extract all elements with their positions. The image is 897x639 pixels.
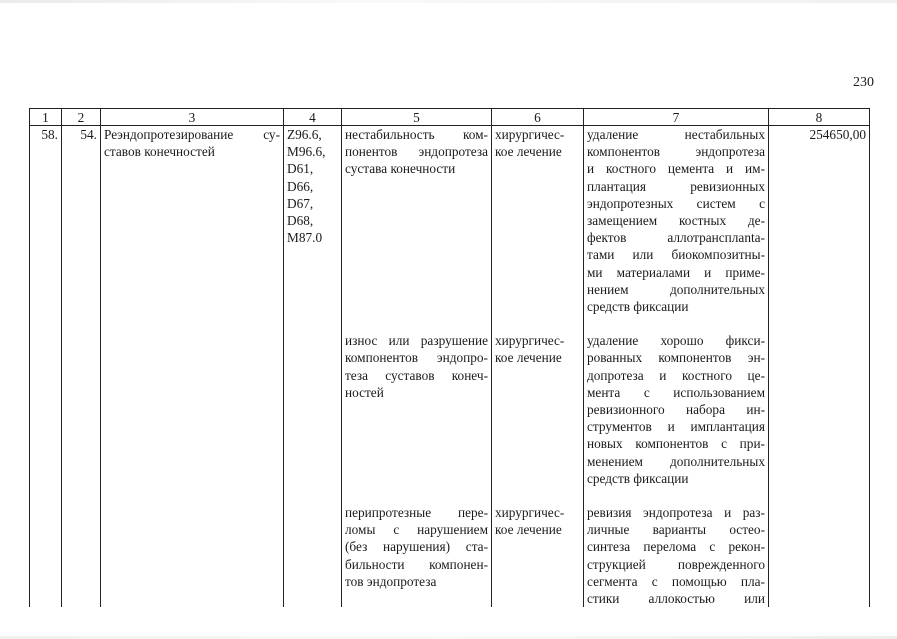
diagnosis-line: теза суставов конеч-: [345, 367, 488, 383]
service-name-cell: [101, 126, 284, 608]
method-line: ми материалами и приме-: [587, 264, 765, 280]
group-number-cell: 54.: [62, 126, 101, 608]
cost-cell: 254650,00: [769, 126, 870, 608]
method-line: эндопротезных систем с: [587, 195, 765, 211]
icd-code: D66,: [287, 178, 314, 194]
method-line: замещением костных де-: [587, 213, 765, 229]
method-line: струкцией поврежденного: [587, 556, 765, 572]
treatment-type-line: хирургичес-: [495, 505, 565, 521]
method-line: и костного цемента и им-: [587, 161, 765, 177]
diagnosis-line: (без нарушения) ста-: [345, 539, 488, 555]
method-line: ревизия эндопротеза и раз-: [587, 505, 765, 521]
header-cell-2: 2: [62, 109, 101, 126]
icd-code: D61,: [287, 161, 314, 177]
table-row: [30, 126, 870, 316]
method-line: плантация ревизионных: [587, 178, 765, 194]
treatment-type-cell: [492, 332, 584, 487]
service-name-line: Реэндопротезирование су-: [104, 127, 280, 142]
method-line: средств фиксации: [587, 470, 689, 486]
diagnosis-line: перипротезные пере-: [345, 505, 488, 521]
diagnosis-line: компонентов эндопро-: [345, 350, 488, 366]
header-cell-4: 4: [284, 109, 342, 126]
method-cell: [584, 504, 769, 607]
treatment-type-line: хирургичес-: [495, 333, 565, 349]
diagnosis-cell: [342, 126, 492, 316]
treatment-type-line: кое лечение: [495, 522, 562, 538]
icd-code: M96.6,: [287, 144, 326, 160]
treatment-type-line: кое лечение: [495, 350, 562, 366]
diagnosis-cell: [342, 332, 492, 487]
diagnosis-cell: [342, 504, 492, 607]
method-line: ревизионного набора ин-: [587, 402, 765, 418]
method-line: допротеза и костного це-: [587, 367, 765, 383]
diagnosis-line: понентов эндопротеза: [345, 144, 488, 160]
service-name-line: ставов конечностей: [104, 144, 215, 160]
diagnosis-line: ломы с нарушением: [345, 522, 488, 538]
method-line: удаление нестабильных: [587, 127, 765, 142]
method-line: средств фиксации: [587, 299, 689, 315]
method-line: компонентов эндопротеза: [587, 144, 765, 160]
header-cell-5: 5: [342, 109, 492, 126]
diagnosis-line: ностей: [345, 384, 384, 400]
icd-codes-cell: [284, 126, 342, 608]
table-header-row: [30, 109, 870, 126]
method-line: сегмента с помощью пла-: [587, 573, 765, 589]
page-number: 230: [853, 75, 874, 90]
icd-code: D68,: [287, 213, 314, 229]
method-line: новых компонентов с при-: [587, 436, 765, 452]
header-cell-3: 3: [101, 109, 284, 126]
treatment-type-cell: [492, 504, 584, 607]
diagnosis-line: нестабильность ком-: [345, 127, 488, 142]
method-line: удаление хорошо фикси-: [587, 333, 765, 349]
method-line: нением дополнительных: [587, 281, 765, 297]
icd-code: D67,: [287, 195, 314, 211]
treatment-type-line: кое лечение: [495, 144, 562, 160]
header-cell-6: 6: [492, 109, 584, 126]
row-number-cell: 58.: [30, 126, 62, 608]
method-line: мента с использованием: [587, 384, 765, 400]
treatment-type-cell: [492, 126, 584, 316]
diagnosis-line: износ или разрушение: [345, 333, 488, 349]
medical-services-table: [29, 108, 870, 607]
method-line: тами или биокомпозитны-: [587, 247, 765, 263]
icd-code: M87.0: [287, 230, 323, 246]
method-line: менением дополнительных: [587, 453, 765, 469]
method-line: фектов аллотрансплanta-: [587, 230, 765, 246]
method-line: личные варианты остео-: [587, 522, 765, 538]
method-line: стики аллокостью или: [587, 591, 765, 607]
header-cell-7: 7: [584, 109, 769, 126]
diagnosis-line: тов эндопротеза: [345, 573, 437, 589]
header-cell-1: 1: [30, 109, 62, 126]
icd-code: Z96.6,: [287, 127, 322, 142]
method-line: синтеза перелома с рекон-: [587, 539, 765, 555]
diagnosis-line: сустава конечности: [345, 161, 456, 177]
method-cell: [584, 126, 769, 316]
method-line: струментов и имплантация: [587, 419, 765, 435]
diagnosis-line: бильности компонен-: [345, 556, 488, 572]
method-cell: [584, 332, 769, 487]
header-cell-8: 8: [769, 109, 870, 126]
treatment-type-line: хирургичес-: [495, 127, 565, 142]
scan-edge-top: [0, 0, 897, 3]
method-line: рованных компонентов эн-: [587, 350, 765, 366]
